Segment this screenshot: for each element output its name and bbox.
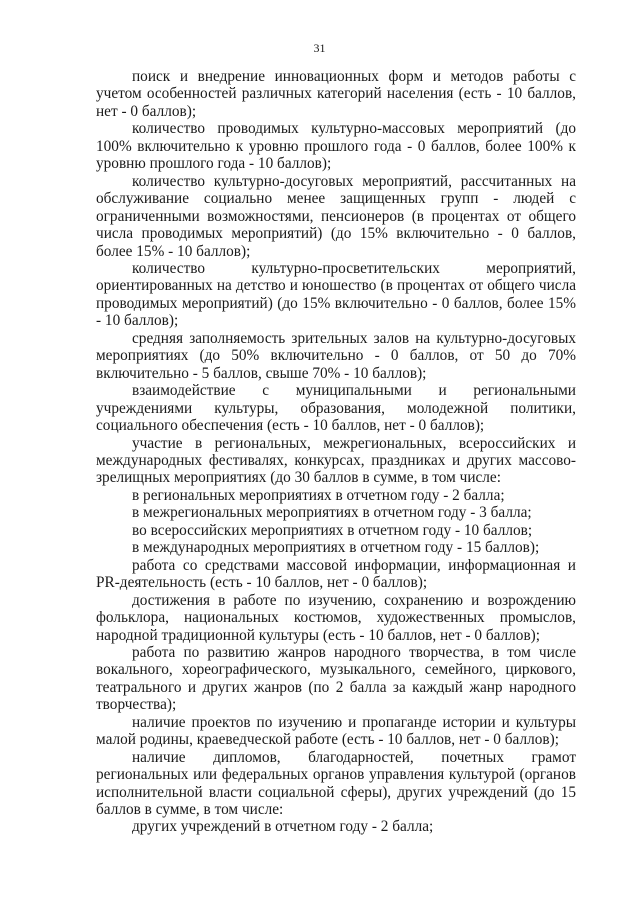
- paragraph-folk-genres: работа по развитию жанров народного творчества, в том числе вокального, хореографического, музыкального, семейного, циркового, театрального и других жанров (по 2 балла за каждый жанр народного творчества);: [96, 643, 576, 714]
- paragraph-mass-events: количество проводимых культурно-массовых мероприятий (до 100% включительно к уровню прошлого года - 0 баллов, более 100% к уровню прошлого года - 10 баллов);: [96, 120, 576, 173]
- paragraph-other-institutions: других учреждений в отчетном году - 2 балла;: [132, 818, 434, 836]
- paragraph-regional-events: в региональных мероприятиях в отчетном году - 2 балла;: [132, 486, 505, 504]
- paragraph-interregional-events: в межрегиональных мероприятиях в отчетном году - 3 балла;: [132, 504, 532, 522]
- paragraph-festival-participation: участие в региональных, межрегиональных, всероссийских и международных фестивалях, конкурсах, праздниках и других массово-зрелищных мероприятиях (до 30 баллов в сумме, в том числе:: [96, 434, 576, 487]
- paragraph-national-events: во всероссийских мероприятиях в отчетном году - 10 баллов;: [132, 521, 533, 539]
- paragraph-local-history: наличие проектов по изучению и пропаганде истории и культуры малой родины, краеведческой работе (есть - 10 баллов, нет - 0 баллов);: [96, 713, 576, 749]
- paragraph-innovative-methods: поиск и внедрение инновационных форм и методов работы с учетом особенностей различных категорий населения (есть - 10 баллов, нет - 0 баллов);: [96, 68, 576, 120]
- paragraph-hall-occupancy: средняя заполняемость зрительных залов на культурно-досуговых мероприятиях (до 50% включительно - 0 баллов, от 50 до 70% включительно - 5 баллов, свыше 70% - 10 баллов);: [96, 329, 576, 382]
- page-number: 31: [313, 41, 326, 55]
- paragraph-media-work: работа со средствами массовой информации, информационная и PR-деятельность (есть - 10 баллов, нет - 0 баллов);: [96, 556, 576, 592]
- paragraph-socially-vulnerable-events: количество культурно-досуговых мероприятий, рассчитанных на обслуживание социально менее защищенных групп - людей с ограниченными возможностями, пенсионеров (в процентах от общего числа проводимых мероприятий) (до 15% включительно - 0 баллов, более 15% - 10 баллов);: [96, 172, 576, 260]
- paragraph-youth-events: количество культурно-просветительских мероприятий, ориентированных на детство и юношество (в процентах от общего числа проводимых мероприятий) (до 15% включительно - 0 баллов, более 15% - 10 баллов);: [96, 259, 576, 330]
- paragraph-international-events: в международных мероприятиях в отчетном году - 15 баллов);: [132, 539, 540, 557]
- paragraph-diplomas: наличие дипломов, благодарностей, почетных грамот региональных или федеральных органов управления культурой (органов исполнительной власти социальной сферы), других учреждений (до 15 баллов в сумме, в том числе:: [96, 748, 576, 819]
- document-body: [96, 68, 576, 836]
- paragraph-folklore: достижения в работе по изучению, сохранению и возрождению фольклора, национальных костюмов, художественных промыслов, народной традиционной культуры (есть - 10 баллов, нет - 0 баллов);: [96, 591, 576, 644]
- paragraph-interaction: взаимодействие с муниципальными и региональными учреждениями культуры, образования, молодежной политики, социального обеспечения (есть - 10 баллов, нет - 0 баллов);: [96, 382, 576, 435]
